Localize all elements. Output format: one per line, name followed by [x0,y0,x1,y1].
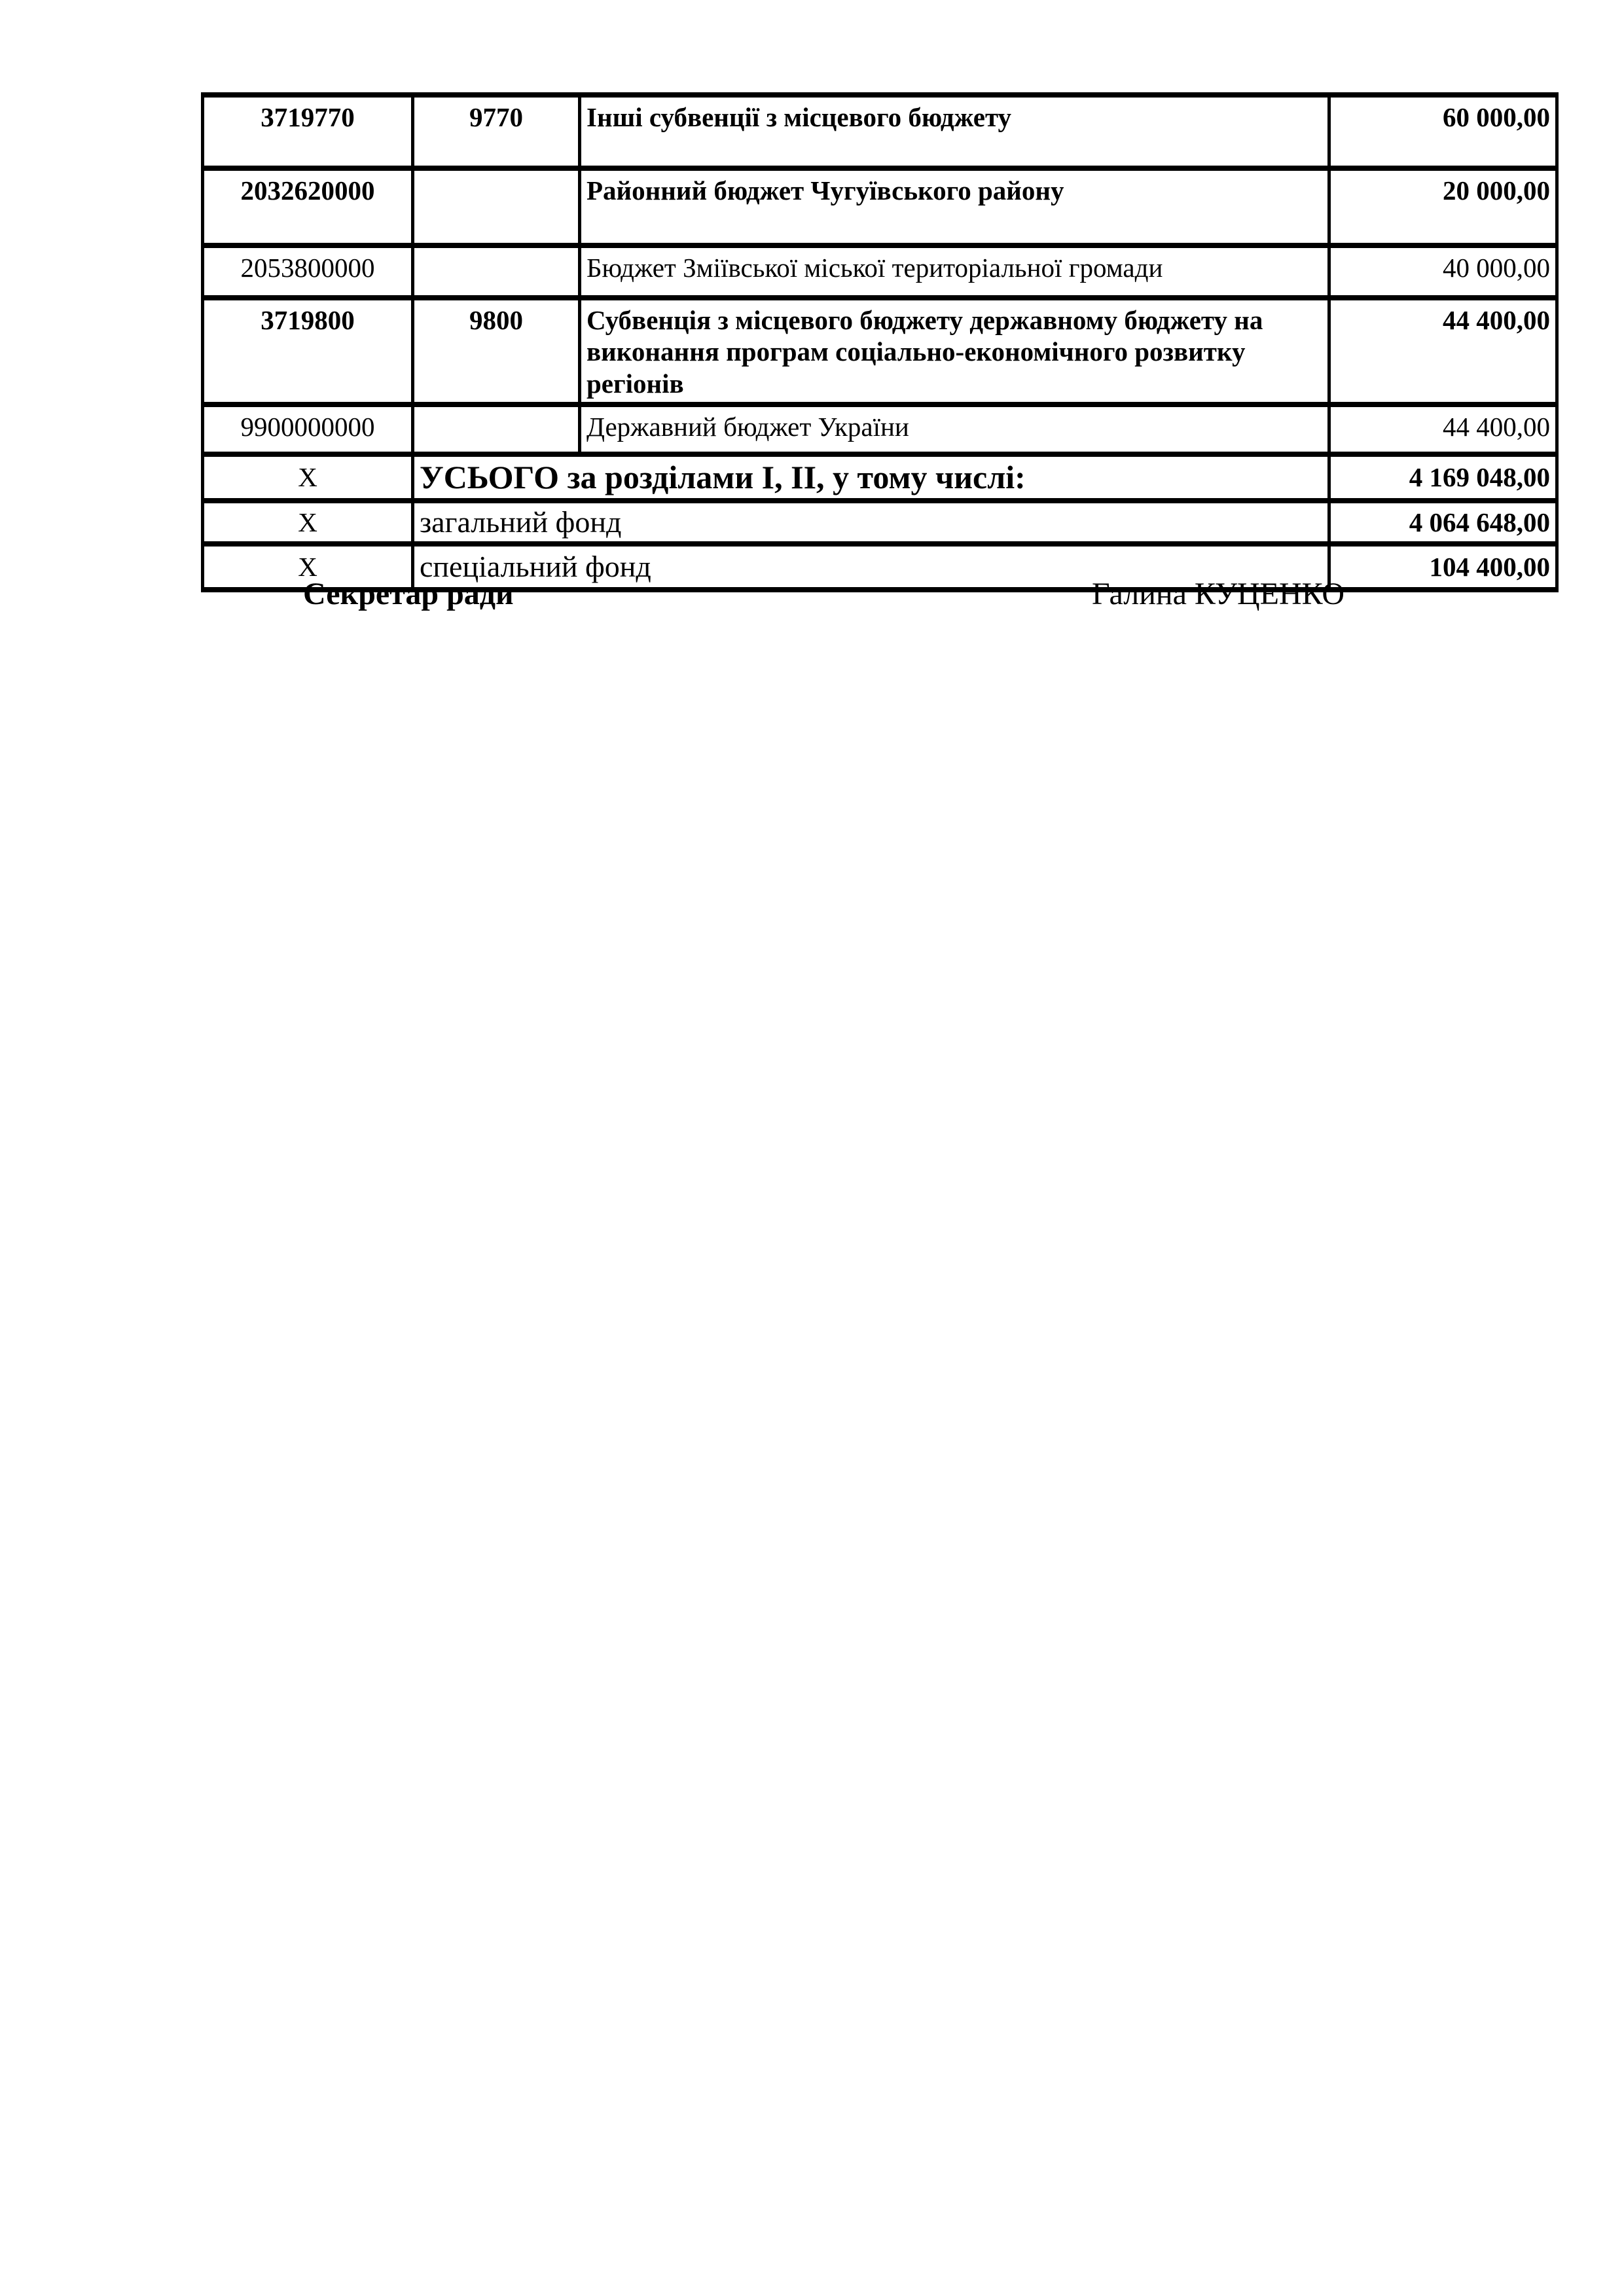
signature-role: Секретар ради [303,577,514,611]
table-row [203,404,1557,454]
value-cell: 44 400,00 [1329,404,1557,454]
signature-block [0,576,1624,615]
value-cell: 44 400,00 [1329,298,1557,404]
table-row [203,245,1557,298]
total-value-cell: 4 064 648,00 [1329,501,1557,544]
name-cell: Бюджет Зміївської міської територіальної громади [580,245,1329,298]
signature-name: Галина КУЦЕНКО [1092,577,1345,611]
x-marker-cell: X [203,544,413,590]
budget-table [201,92,1559,592]
code-cell: 9900000000 [203,404,413,454]
table-row [203,95,1557,168]
table-row [203,298,1557,404]
code-cell: 3719800 [203,298,413,404]
table-row [203,168,1557,245]
code2-cell [413,245,580,298]
code2-cell: 9770 [413,95,580,168]
code-cell: 2053800000 [203,245,413,298]
name-cell: Районний бюджет Чугуївського району [580,168,1329,245]
total-row [203,501,1557,544]
name-cell: Субвенція з місцевого бюджету державному бюджету на виконання програм соціально-економічного розвитку регіонів [580,298,1329,404]
code2-cell: 9800 [413,298,580,404]
code-cell: 3719770 [203,95,413,168]
code2-cell [413,404,580,454]
total-label-cell: спеціальний фонд [413,544,1329,590]
name-cell: Державний бюджет України [580,404,1329,454]
total-label-cell: УСЬОГО за розділами І, ІІ, у тому числі: [413,454,1329,501]
total-value-cell: 4 169 048,00 [1329,454,1557,501]
x-marker-cell: X [203,454,413,501]
code2-cell [413,168,580,245]
name-cell: Інші субвенції з місцевого бюджету [580,95,1329,168]
total-value-cell: 104 400,00 [1329,544,1557,590]
x-marker-cell: X [203,501,413,544]
total-label-cell: загальний фонд [413,501,1329,544]
total-row [203,454,1557,501]
value-cell: 40 000,00 [1329,245,1557,298]
code-cell: 2032620000 [203,168,413,245]
value-cell: 20 000,00 [1329,168,1557,245]
value-cell: 60 000,00 [1329,95,1557,168]
